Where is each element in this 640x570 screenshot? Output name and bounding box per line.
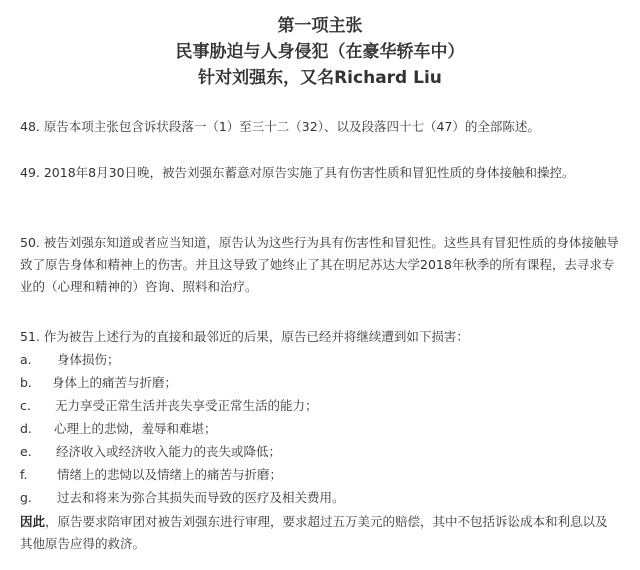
damage-item-text: 情绪上的悲恸以及情绪上的痛苦与折磨；	[57, 467, 283, 482]
conclusion-text: ，原告要求陪审团对被告刘强东进行审理，要求超过五万美元的赔偿，其中不包括诉讼成本和利息以及其他原告应得的救济。	[20, 514, 608, 551]
paragraph-48: 48. 原告本项主张包含诉状段落一（1）至三十二（32）、以及段落四十七（47）的全部陈述。	[20, 119, 540, 134]
damage-item-letter: a.	[20, 352, 32, 367]
damage-item-letter: g.	[20, 490, 32, 505]
paragraph-49: 49. 2018年8月30日晚，被告刘强东蓄意对原告实施了具有伤害性质和冒犯性质的身体接触和操控。	[20, 165, 575, 180]
damage-item-text: 身体上的痛苦与折磨；	[52, 375, 178, 390]
claim-title: 第一项主张	[277, 16, 363, 36]
damage-item	[20, 372, 620, 394]
damage-item-letter: d.	[20, 421, 32, 436]
damage-item-text: 心理上的悲恸，羞辱和难堪；	[54, 421, 217, 436]
damage-item	[20, 418, 620, 440]
paragraph-51: 51. 作为被告上述行为的直接和最邻近的后果，原告已经并将继续遭到如下损害：	[20, 329, 469, 344]
claim-defendant: 针对刘强东，又名Richard Liu	[198, 68, 442, 88]
damage-item-text: 身体损伤；	[57, 352, 120, 367]
damage-item	[20, 487, 620, 509]
damage-item	[20, 349, 620, 371]
claim-subtitle: 民事胁迫与人身侵犯（在豪华轿车中）	[175, 42, 465, 62]
damage-item-text: 经济收入或经济收入能力的丧失或降低；	[56, 444, 282, 459]
damage-item-text: 无力享受正常生活并丧失享受正常生活的能力；	[55, 398, 318, 413]
damage-item	[20, 395, 620, 417]
damage-item-letter: f.	[20, 467, 28, 482]
damage-item-letter: e.	[20, 444, 32, 459]
conclusion-paragraph	[20, 511, 620, 555]
conclusion-lead: 因此	[20, 514, 46, 529]
damage-item-letter: c.	[20, 398, 31, 413]
damage-item-letter: b.	[20, 375, 32, 390]
damage-item-text: 过去和将来为弥合其损失而导致的医疗及相关费用。	[57, 490, 345, 505]
damage-item	[20, 441, 620, 463]
paragraph-50: 50. 被告刘强东知道或者应当知道，原告认为这些行为具有伤害性和冒犯性。这些具有冒犯性质的身体接触导致了原告身体和精神上的伤害。并且这导致了她终止了其在明尼苏达大学2018年秋季的所有课程，去寻求专业的（心理和精神的）咨询、照料和治疗。	[20, 235, 619, 294]
damage-item	[20, 464, 620, 486]
